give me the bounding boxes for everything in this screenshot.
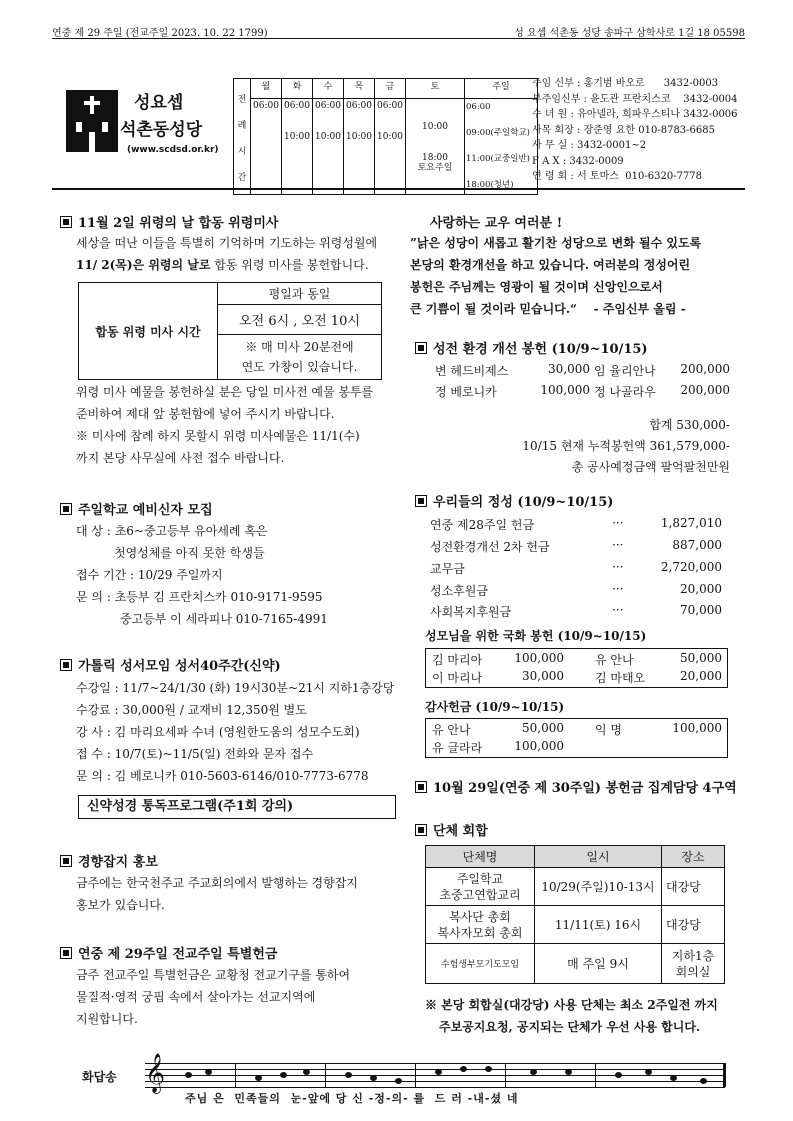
cross-bar — [84, 101, 100, 105]
contact-list — [532, 76, 738, 185]
final-bar-line — [723, 1063, 726, 1087]
schedule-label: 전 례 시 간 — [234, 79, 251, 195]
music-note — [645, 1069, 652, 1075]
section-bullet-icon — [415, 495, 427, 507]
song-label: 화답송 — [82, 1070, 117, 1084]
offering-dots: ··· — [612, 516, 624, 530]
parish-name-line2: 석촌동성당 — [120, 120, 203, 140]
flower-amount: 30,000 — [522, 669, 564, 683]
mass-schedule-table — [233, 78, 538, 195]
meetings-table — [425, 845, 725, 984]
music-note — [460, 1066, 467, 1072]
tue-times: 06:00 10:00 — [282, 99, 313, 195]
memorial-note: ※ 매 미사 20분전에 연도 가창이 있습니다. — [218, 335, 382, 380]
day-mon: 월 — [251, 79, 282, 99]
day-sun: 주일 — [465, 79, 538, 99]
music-note — [255, 1075, 262, 1081]
music-staff — [145, 1053, 725, 1093]
sunday-school-text: 대 상 : 초6~중고등부 유아세례 혹은 첫영성체를 아직 못한 학생들 접수 기간 : 10/29 주일까지 문 의 : 초등부 김 프란치스카 010-9171-9595 중고등부 이 세라피나 010-7165-4991 — [76, 524, 328, 626]
bar-line — [505, 1063, 506, 1087]
music-note — [700, 1078, 707, 1084]
music-note — [435, 1069, 442, 1075]
renovation-donor: 임 율리안나 — [594, 364, 656, 378]
renovation-goal: 총 공사예정금액 팔억팔천만원 — [571, 460, 730, 474]
magazine-text: 금주에는 한국천주교 주교회의에서 발행하는 경향잡지 홍보가 있습니다. — [76, 876, 358, 912]
music-note — [280, 1072, 287, 1078]
renovation-total: 합계 530,000- — [649, 418, 730, 432]
thanks-donor: 유 안나 — [432, 723, 471, 737]
offering-label: 사회복지후원금 — [430, 605, 512, 619]
mission-heading: 연중 제 29주일 전교주일 특별헌금 — [60, 943, 277, 962]
treble-clef-icon: 𝄞 — [145, 1053, 166, 1093]
bible-study-text: 수강일 : 11/7~24/1/30 (화) 19시30분~21시 지하1층강당 수강료 : 30,000원 / 교재비 12,350원 별도 강 사 : 김 마리요세파 수녀 (영원한도움의 성모수도회) 접 수 : 10/7(토)~11/5(일) 전화와 문자 접수 문 의 : 김 베로니카 010-5603-6146/010-7773-6778 — [76, 681, 395, 783]
contact-row: 부주임신부 : 윤도관 프란치스코 3432-0004 — [532, 93, 738, 105]
flower-donor: 유 안나 — [595, 653, 634, 667]
offering-dots: ··· — [612, 582, 624, 596]
flower-amount: 100,000 — [514, 651, 564, 665]
thanks-amount: 100,000 — [514, 739, 564, 753]
mon-times: 06:00 — [251, 99, 282, 195]
memorial-heading: 11월 2일 위령의 날 합동 위령미사 — [60, 212, 278, 231]
flowers-title: 성모님을 위한 국화 봉헌 (10/9~10/15) — [425, 629, 647, 643]
bar-line — [595, 1063, 596, 1087]
offering-dots: ··· — [612, 603, 624, 617]
sat-times: 10:00 18:00 토요주일 — [406, 99, 465, 195]
bar-line — [325, 1063, 326, 1087]
contact-row: 사 무 실 : 3432-0001~2 — [532, 140, 647, 151]
offering-amount: 20,000 — [680, 582, 722, 596]
memorial-text: 세상을 떠난 이들을 특별히 기억하며 기도하는 위령성월에 11/ 2(목)은 위령의 날로 합동 위령 미사를 봉헌합니다. — [76, 236, 378, 272]
meetings-note: ※ 본당 회합실(대강당) 사용 단체는 최소 2주일전 까지 주보공지요청, 공지되는 단체가 우선 사용 합니다. — [425, 998, 718, 1034]
renovation-donor: 변 헤드비제스 — [435, 364, 509, 378]
renovation-amount: 200,000 — [680, 362, 730, 376]
contact-row: F A X : 3432-0009 — [532, 155, 624, 167]
thanks-donor: 유 글라라 — [432, 741, 483, 755]
bible-program-box: 신약성경 통독프로그램(주1회 강의) — [78, 795, 396, 819]
window-shape — [102, 122, 108, 132]
flower-amount: 50,000 — [680, 651, 722, 665]
thu-times: 06:00 10:00 — [344, 99, 375, 195]
day-fri: 금 — [375, 79, 406, 99]
section-bullet-icon — [60, 216, 72, 228]
sunday-school-heading: 주일학교 예비신자 모집 — [60, 499, 213, 518]
renovation-amount: 100,000 — [540, 383, 590, 397]
bar-line — [235, 1063, 236, 1087]
offering-amount: 887,000 — [672, 538, 722, 552]
memorial-mass-table — [78, 282, 382, 380]
music-note — [370, 1075, 377, 1081]
meetings-col-time: 일시 — [535, 846, 662, 868]
offering-dots: ··· — [612, 560, 624, 574]
memorial-times: 오전 6시 , 오전 10시 — [218, 305, 382, 335]
renovation-donor: 정 나골라우 — [594, 385, 656, 399]
table-row: 복사단 총회 복사자모회 총회 11/11(토) 16시 대강당 — [426, 906, 725, 944]
music-note — [565, 1069, 572, 1075]
renovation-donor: 정 베로니카 — [435, 385, 497, 399]
music-note — [205, 1069, 212, 1075]
offering-dots: ··· — [612, 538, 624, 552]
window-shape — [76, 122, 82, 132]
day-tue: 화 — [282, 79, 313, 99]
pastor-letter-text: ”낡은 성당이 새롭고 활기찬 성당으로 변화 될수 있도록 본당의 환경개선을 하고 있습니다. 여러분의 정성어린 봉헌은 주님께는 영광이 될 것이며 신앙인으로서 큰 기쁨이 될 것이라 믿습니다.“ - 주임신부 올림 - — [410, 236, 702, 316]
section-bullet-icon — [60, 503, 72, 515]
memorial-table-head: 평일과 동일 — [218, 283, 382, 305]
thanks-amount: 50,000 — [522, 721, 564, 735]
music-note — [485, 1066, 492, 1072]
flower-amount: 20,000 — [680, 669, 722, 683]
collection-duty-heading: 10월 29일(연중 제 30주일) 봉헌금 집계담당 4구역 — [415, 777, 737, 796]
thanks-amount: 100,000 — [672, 721, 722, 735]
meetings-heading: 단체 회합 — [415, 820, 488, 839]
parish-address: 성 요셉 석촌동 성당 송파구 삼학사로 1길 18 05598 — [514, 28, 745, 39]
renovation-heading: 성전 환경 개선 봉헌 (10/9~10/15) — [415, 338, 648, 357]
song-lyrics: 주님 은 민족들의 눈-앞에 당 신 -정-의- 를 드 러 -내-셨 네 — [185, 1092, 519, 1105]
thanks-donor: 익 명 — [595, 723, 622, 737]
day-sat: 토 — [406, 79, 465, 99]
flower-donor: 이 마리나 — [432, 671, 483, 685]
contact-row: 수 녀 원 : 유아넬라, 희파우스티나 3432-0006 — [532, 109, 738, 120]
fri-times: 06:00 10:00 — [375, 99, 406, 195]
renovation-amount: 200,000 — [680, 383, 730, 397]
contact-row: 연 령 회 : 서 토마스 010-6320-7778 — [532, 171, 703, 182]
header-divider — [52, 38, 745, 39]
section-bullet-icon — [415, 824, 427, 836]
offering-label: 성소후원금 — [430, 584, 488, 598]
offering-amount: 2,720,000 — [660, 560, 722, 574]
wed-times: 06:00 10:00 — [313, 99, 344, 195]
music-note — [395, 1078, 402, 1084]
door-shape — [89, 132, 95, 152]
section-bullet-icon — [415, 781, 427, 793]
pastor-letter-title: 사랑하는 교우 여러분 ! — [430, 216, 563, 231]
music-note — [345, 1072, 352, 1078]
contact-row: 사목 회장 : 장준영 요한 010-8783-6685 — [532, 124, 715, 136]
cross-icon — [90, 96, 94, 114]
renovation-cumulative: 10/15 현재 누적봉헌액 361,579,000- — [522, 439, 730, 453]
offerings-heading: 우리들의 정성 (10/9~10/15) — [415, 491, 613, 510]
music-note — [185, 1072, 192, 1078]
offering-label: 성전환경개선 2차 헌금 — [430, 540, 550, 554]
sun-times: 06:00 09:00(주일학교) 11:00(교중일반) 18:00(청년) — [465, 99, 538, 195]
section-bullet-icon — [415, 342, 427, 354]
memorial-table-label: 합동 위령 미사 시간 — [79, 283, 218, 380]
magazine-heading: 경향잡지 홍보 — [60, 851, 158, 870]
thanks-title: 감사헌금 (10/9~10/15) — [425, 700, 565, 714]
website-link[interactable]: (www.scdsd.or.kr) — [127, 145, 219, 155]
issue-info: 연중 제 29 주일 (전교주일 2023. 10. 22 1799) — [52, 28, 268, 39]
header-bottom-rule — [52, 188, 745, 190]
issue-line — [52, 24, 745, 39]
meetings-col-place: 장소 — [662, 846, 725, 868]
offering-amount: 70,000 — [680, 603, 722, 617]
memorial-instructions: 위령 미사 예물을 봉헌하실 분은 당일 미사전 예물 봉투를 준비하여 제대 앞 봉헌함에 넣어 주시기 바랍니다. ※ 미사에 참례 하지 못할시 위령 미사예물은 11/1(수) 까지 본당 사무실에 사전 접수 바랍니다. — [76, 385, 374, 465]
bar-line — [415, 1063, 416, 1087]
parish-name-line1: 성요셉 — [134, 93, 184, 113]
section-bullet-icon — [60, 659, 72, 671]
flower-donor: 김 마리아 — [432, 653, 483, 667]
renovation-amount: 30,000 — [548, 362, 590, 376]
day-thu: 목 — [344, 79, 375, 99]
music-note — [615, 1072, 622, 1078]
table-row: 주일학교 초중고연합교리 10/29(주일)10-13시 대강당 — [426, 868, 725, 906]
section-bullet-icon — [60, 947, 72, 959]
music-note — [530, 1069, 537, 1075]
music-note — [303, 1069, 310, 1075]
offering-label: 연중 제28주일 헌금 — [430, 518, 535, 532]
meetings-col-name: 단체명 — [426, 846, 535, 868]
offering-label: 교무금 — [430, 562, 465, 576]
flower-donor: 김 마태오 — [595, 671, 646, 685]
day-wed: 수 — [313, 79, 344, 99]
offering-amount: 1,827,010 — [660, 516, 722, 530]
mission-text: 금주 전교주일 특별헌금은 교황청 전교기구를 통하여 물질적·영적 궁핍 속에서 살아가는 선교지역에 지원합니다. — [76, 968, 351, 1026]
table-row: 수험생부모기도모임 매 주일 9시 지하1층 회의실 — [426, 944, 725, 984]
music-note — [670, 1075, 677, 1081]
section-bullet-icon — [60, 855, 72, 867]
contact-row: 주임 신부 : 홍기범 바오로 3432-0003 — [532, 78, 719, 89]
bible-study-heading: 가톨릭 성서모임 성서40주간(신약) — [60, 655, 281, 674]
